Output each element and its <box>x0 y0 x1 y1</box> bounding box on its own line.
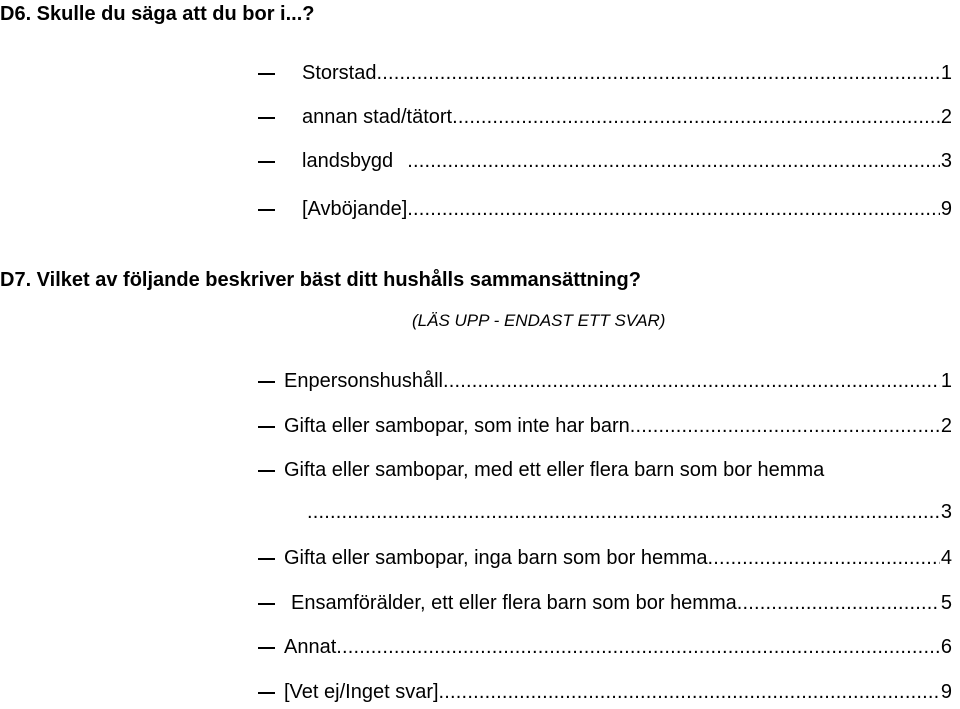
option-label: Ensamförälder, ett eller flera barn som bor hemma <box>291 592 737 614</box>
option-label: Gifta eller sambopar, med ett eller flera barn som bor hemma <box>284 459 825 481</box>
d6-option-annan-stad[interactable] <box>258 104 952 130</box>
d7-option-enpersonshushall[interactable] <box>258 368 952 394</box>
option-label: Storstad <box>302 62 377 84</box>
option-code: 1 <box>940 62 952 84</box>
dash-bullet <box>258 209 275 211</box>
option-code: 1 <box>940 370 952 392</box>
d7-option-inga-barn[interactable] <box>258 545 952 571</box>
d6-option-landsbygd[interactable] <box>258 148 952 174</box>
d7-option-vet-ej[interactable] <box>258 679 952 705</box>
question-d7-heading: D7. Vilket av följande beskriver bäst ditt hushålls sammansättning? <box>0 269 641 291</box>
option-code: 4 <box>940 547 952 569</box>
dash-bullet <box>258 603 275 605</box>
dash-bullet <box>258 470 275 472</box>
dash-bullet <box>258 692 275 694</box>
option-code: 9 <box>940 681 952 703</box>
dash-bullet <box>258 161 275 163</box>
dot-leader <box>407 148 940 174</box>
dash-bullet <box>258 647 275 649</box>
dot-leader <box>708 545 940 571</box>
d7-option-ensamforalder[interactable] <box>258 590 952 616</box>
option-label: landsbygd <box>302 150 394 172</box>
dash-bullet <box>258 73 275 75</box>
option-label: [Vet ej/Inget svar] <box>284 681 439 703</box>
option-label: [Avböjande] <box>302 198 408 220</box>
dash-bullet <box>258 117 275 119</box>
d7-option-med-barn[interactable] <box>258 457 960 483</box>
dot-leader <box>307 499 940 525</box>
dash-bullet <box>258 381 275 383</box>
option-label: annan stad/tätort <box>302 106 453 128</box>
option-code: 6 <box>940 636 952 658</box>
dot-leader <box>630 413 940 439</box>
dot-leader <box>439 679 940 705</box>
d7-option-annat[interactable] <box>258 634 952 660</box>
d6-option-storstad[interactable] <box>258 60 952 86</box>
d7-option-med-barn-continuation <box>307 499 952 525</box>
d6-option-avbojande[interactable] <box>258 196 952 222</box>
option-code: 9 <box>940 198 952 220</box>
dot-leader <box>407 196 940 222</box>
dot-leader <box>376 60 939 86</box>
option-label: Gifta eller sambopar, som inte har barn <box>284 415 630 437</box>
option-code: 2 <box>940 106 952 128</box>
dot-leader <box>452 104 940 130</box>
dash-bullet <box>258 426 275 428</box>
d7-option-utan-barn[interactable] <box>258 413 952 439</box>
question-d6-heading: D6. Skulle du säga att du bor i...? <box>0 3 315 25</box>
option-code: 5 <box>940 592 952 614</box>
dash-bullet <box>258 558 275 560</box>
option-code: 3 <box>940 150 952 172</box>
dot-leader <box>443 368 940 394</box>
option-code: 2 <box>940 415 952 437</box>
instruction-text: (LÄS UPP - ENDAST ETT SVAR) <box>412 311 666 330</box>
option-code: 3 <box>940 501 952 523</box>
option-label: Annat <box>284 636 337 658</box>
dot-leader <box>737 590 940 616</box>
option-label: Enpersonshushåll <box>284 370 443 392</box>
dot-leader <box>336 634 940 660</box>
option-label: Gifta eller sambopar, inga barn som bor hemma <box>284 547 708 569</box>
